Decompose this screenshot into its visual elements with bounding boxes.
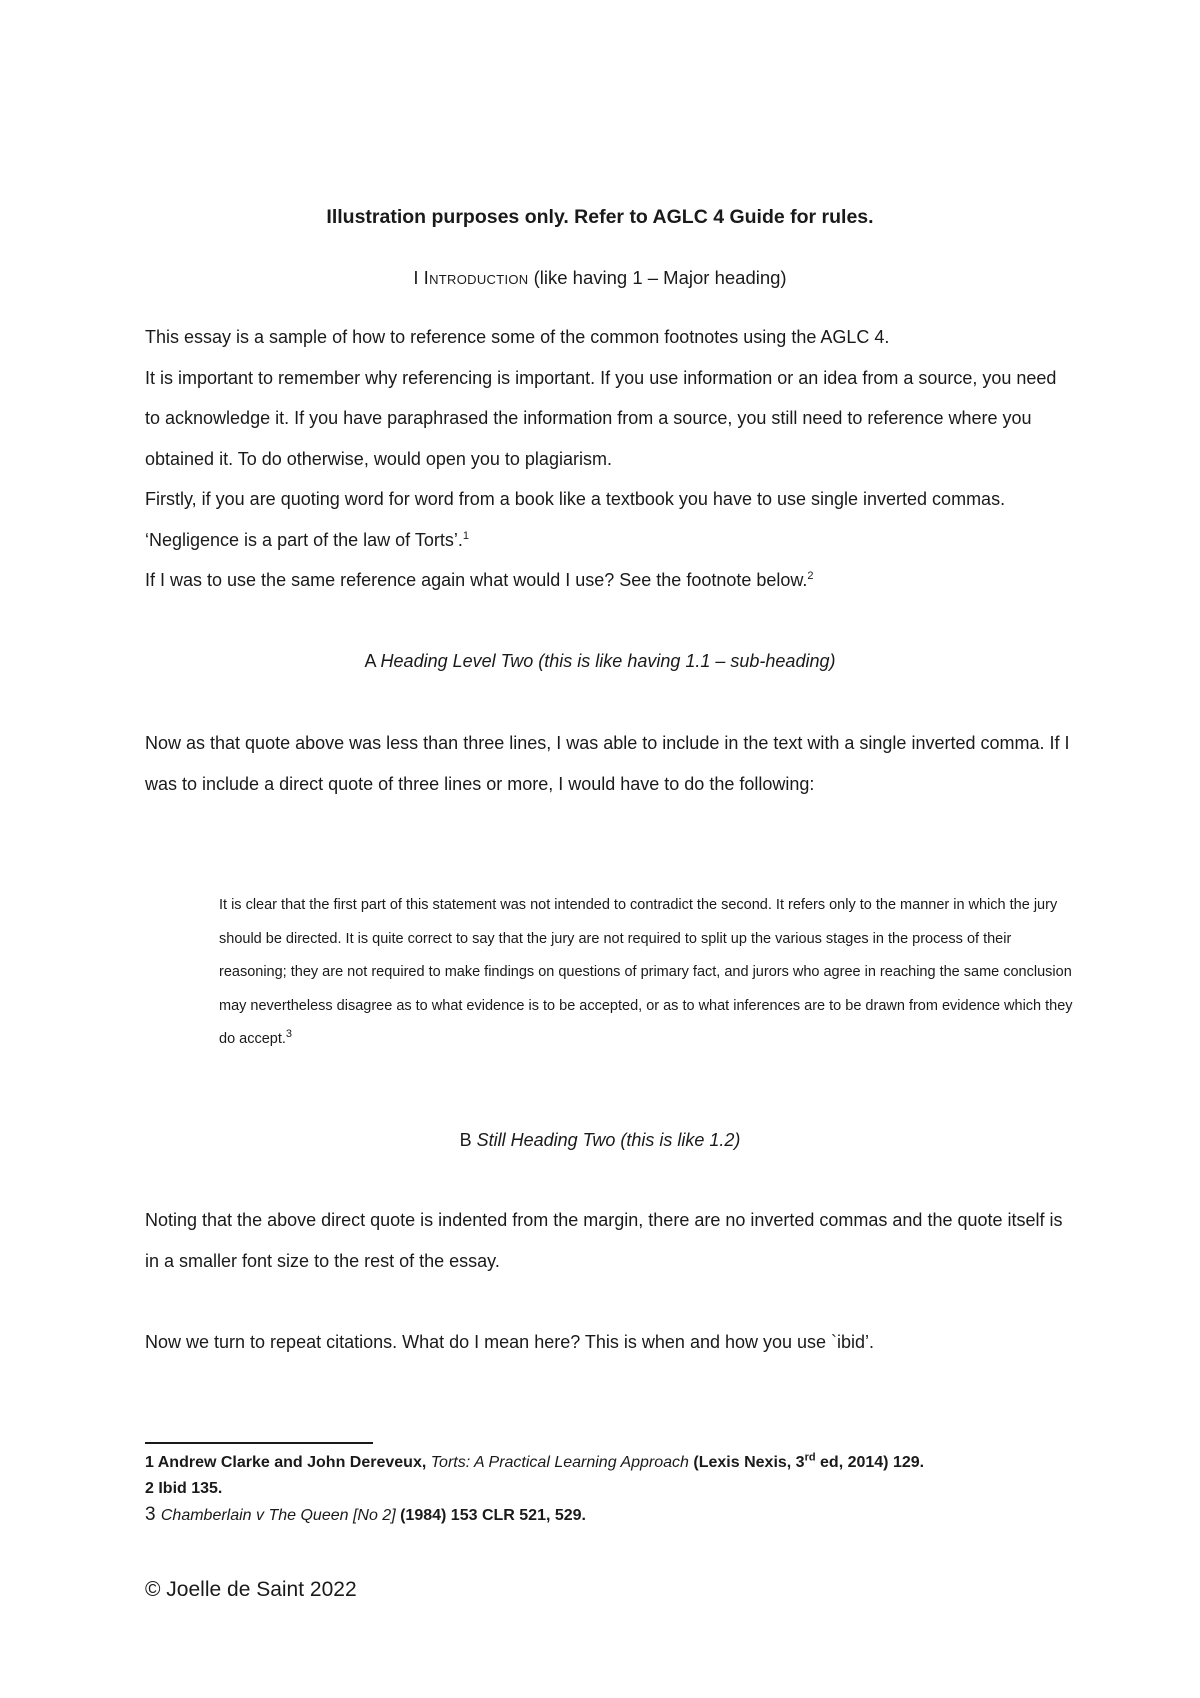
sub-heading-b	[0, 1130, 1200, 1151]
major-heading	[0, 267, 1200, 289]
sub-heading-b-text: Still Heading Two (this is like 1.2)	[476, 1130, 741, 1150]
footnotes-section	[145, 1450, 1075, 1529]
footnote-ref-1[interactable]: 1	[462, 529, 469, 542]
intro-paragraph-4-text: If I was to use the same reference again what would I use? See the footnote below.	[145, 570, 808, 590]
intro-paragraph-4	[145, 560, 1075, 601]
sub-heading-a	[0, 651, 1200, 672]
footnote-3-number: 3	[145, 1504, 161, 1525]
footnote-1-ordinal: rd	[804, 1451, 816, 1464]
footnote-1	[145, 1450, 1075, 1476]
repeat-citations-paragraph: Now we turn to repeat citations. What do I mean here? This is when and how you use `ibid’.	[145, 1332, 875, 1352]
quote-intro-paragraph: Now as that quote above was less than three lines, I was able to include in the text with a single inverted comma. If I was to include a direct quote of three lines or more, I would have to do the following:	[145, 733, 1070, 794]
heading-note: (like having 1 – Major heading)	[533, 267, 787, 288]
footnote-3-citation: (1984) 153 CLR 521, 529.	[395, 1507, 586, 1524]
intro-section	[145, 317, 1075, 601]
block-quote-text: It is clear that the first part of this statement was not intended to contradict the second. It refers only to the manner in which the jury should be directed. It is quite correct to say that the jury are not required to split up the various stages in the process of their reasoning; they are not required to make findings on questions of primary fact, and jurors who agree in reaching the same conclusion may nevertheless disagree as to what evidence is to be accepted, or as to what inferences are to be drawn from evidence which they do accept.	[219, 897, 1073, 1047]
sub-heading-a-text: Heading Level Two (this is like having 1.1 – sub-heading)	[380, 651, 836, 671]
intro-line-1: This essay is a sample of how to reference some of the common footnotes using the AGLC 4.	[145, 327, 890, 347]
heading-caps-text: Introduction	[423, 267, 529, 288]
footnote-2: 2 Ibid 135.	[145, 1480, 223, 1497]
noting-paragraph: Noting that the above direct quote is indented from the margin, there are no inverted commas and the quote itself is in a smaller font size to the rest of the essay.	[145, 1210, 1063, 1271]
footnote-1-publisher: (Lexis Nexis, 3	[688, 1454, 805, 1471]
sub-heading-b-letter: B	[459, 1130, 472, 1150]
document-title: Illustration purposes only. Refer to AGLC 4 Guide for rules.	[326, 206, 874, 228]
intro-paragraph-2: It is important to remember why referencing is important. If you use information or an idea from a source, you need to acknowledge it. If you have paraphrased the information from a source, you still need to reference where you obtained it. To do otherwise, would open you to plagiarism.	[145, 367, 1057, 469]
footnote-3-case-name: Chamberlain v The Queen [No 2]	[160, 1507, 396, 1524]
heading-numeral: I	[413, 267, 419, 288]
footnote-ref-2[interactable]: 2	[807, 570, 814, 582]
footnote-3	[145, 1502, 1075, 1529]
copyright-notice: © Joelle de Saint 2022	[145, 1578, 357, 1601]
sub-heading-a-letter: A	[364, 651, 376, 671]
block-quote	[219, 889, 1075, 1057]
intro-paragraph-3	[145, 479, 1075, 560]
intro-paragraph-3-text: Firstly, if you are quoting word for word from a book like a textbook you have to use single inverted commas. ‘Negligence is a part of the law of Torts’.	[145, 489, 1006, 550]
footnote-ref-3[interactable]: 3	[285, 1028, 293, 1041]
footnote-1-book-title: Torts: A Practical Learning Approach	[430, 1454, 689, 1471]
footnote-separator	[145, 1442, 373, 1444]
footnote-1-prefix: 1 Andrew Clarke and John Dereveux,	[145, 1454, 431, 1471]
footnote-1-end: ed, 2014) 129.	[815, 1454, 925, 1471]
